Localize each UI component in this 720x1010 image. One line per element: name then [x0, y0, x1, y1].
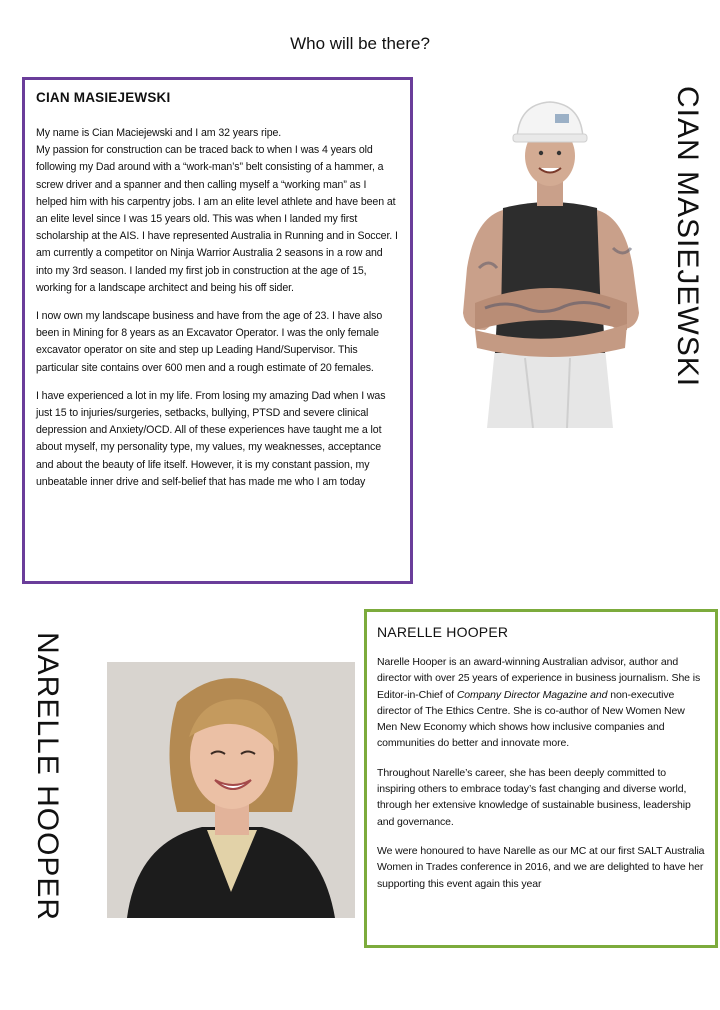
narelle-card-title: NARELLE HOOPER: [377, 624, 509, 640]
narelle-bio-paragraph-3: We were honoured to have Narelle as our MC at our first SALT Australia Women in Trades conference in 2016, and we are delighted to have her supporting this event again this year: [377, 844, 705, 890]
cian-bio-paragraph-2: I now own my landscape business and have from the age of 23. I have also been in Mining for 8 years as an Excavator Operator. I was the only female excavator operator on site and step up Leading Hand/Supervisor. This particular site contains over 600 men and a rough estimate of 20 females.: [36, 310, 383, 374]
cian-bio-paragraph-1: My name is Cian Maciejewski and I am 32 years ripe. My passion for construction can be traced back to when I was 4 years old following my Dad around with a “work-man’s” belt consisting of a hammer, a screw driver and a spanner and then calling myself a “working man” as I helped him with his carpentry jobs. I am an elite level athlete and have been at an elite level since I was 15 years old. This was when I landed my first scholarship at the AIS. I have represented Australia in Running and in Soccer. I am currently a competitor on Ninja Warrior Australia 2 seasons in a row and into my 3rd season. I landed my first job in construction at the age of 15, working for a landscape architect and being his off sider.: [36, 127, 398, 294]
cian-bio-paragraph-3: I have experienced a lot in my life. From losing my amazing Dad when I was just 15 to injuries/surgeries, setbacks, bullying, PTSD and severe clinical depression and Anxiety/OCD. All of these experiences have taught me a lot about myself, my personality type, my values, my weaknesses, acceptance and about the beauty of life itself. However, it is my constant passion, my unbeatable inner drive and self-belief that has made me who I am today: [36, 389, 386, 488]
narelle-bio-card: [364, 609, 718, 948]
cian-vertical-name: CIAN MASIEJEWSKI: [671, 86, 704, 388]
cian-photo: [455, 98, 645, 428]
narelle-bio-paragraph-2: Throughout Narelle’s career, she has been deeply committed to inspiring others to embrace today’s fast changing and diverse world, through her extensive knowledge of sustainable business, leadership and governance.: [377, 766, 691, 828]
narelle-vertical-name: NARELLE HOOPER: [31, 632, 64, 922]
narelle-bio-paragraph-1: [377, 654, 705, 752]
narelle-photo: [107, 662, 355, 918]
narelle-p1-italic: Company Director Magazine and: [456, 688, 608, 701]
page-heading: Who will be there?: [290, 34, 430, 53]
narelle-p1-text-a: Narelle Hooper is an award-winning Australian advisor, author and director with over 25 years of experience in business journalism. She is Editor-in-Chief of: [377, 656, 701, 701]
cian-card-title: CIAN MASIEJEWSKI: [36, 90, 171, 105]
narelle-p1-text-b: non-executive director of The Ethics Centre. She is co-author of New Women New Men New Economy which shows how inclusive companies and communities do better and innovate more.: [377, 688, 685, 750]
cian-bio-card: [22, 77, 413, 584]
